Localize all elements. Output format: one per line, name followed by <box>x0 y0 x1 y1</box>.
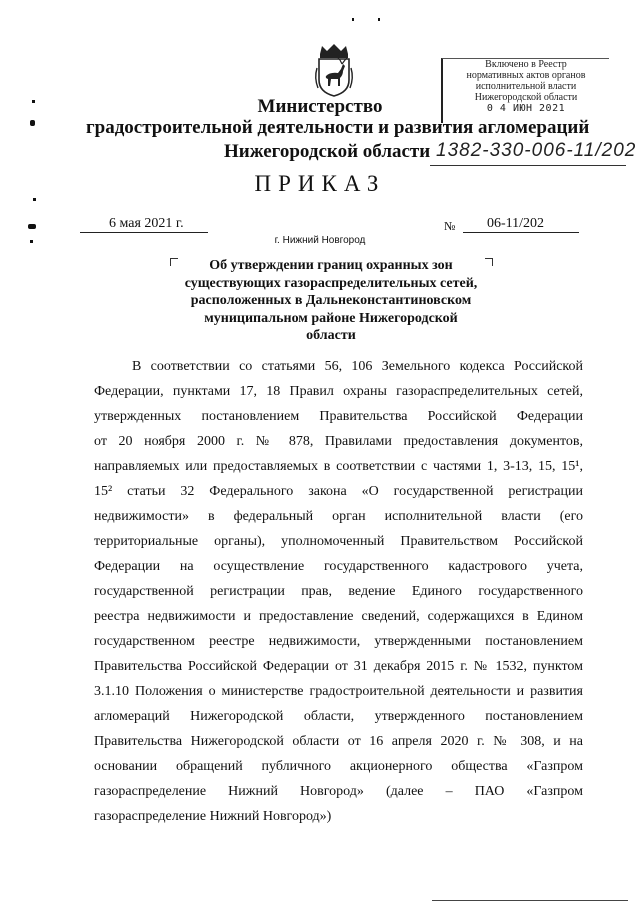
order-subject <box>170 257 492 345</box>
subject-line: расположенных в Дальнеконстантиновском <box>190 293 472 308</box>
body-line: Правительства Российской Федерации от 31 декабря 2015 г. № 1532, пунктом <box>94 659 583 674</box>
body-line: Федерации, пунктами 17, 18 Правил охраны газораспределительных сетей, <box>94 384 583 399</box>
city-name: г. Нижний Новгород <box>274 235 366 246</box>
subject-line: муниципальном районе Нижегородской <box>204 310 458 326</box>
order-date: 6 мая 2021 г. <box>109 216 184 231</box>
body-line: В соответствии со статьями 56, 106 Земельного кодекса Российской <box>132 359 583 374</box>
bottom-rule <box>432 900 628 901</box>
body-line: утвержденных постановлением Правительства Российской Федерации <box>94 409 583 424</box>
stamp-line: Нижегородской области <box>474 92 578 103</box>
body-line: основании обращений публичного акционерного общества «Газпром <box>94 759 583 774</box>
body-line: 3.1.10 Положения о министерстве градостроительной деятельности и развития <box>94 684 583 699</box>
coat-of-arms-icon <box>312 42 356 98</box>
body-line: газораспределение Нижний Новгород» (далее – ПАО «Газпром <box>94 784 583 799</box>
body-line: территориальные органы), уполномоченный Правительством Российской <box>94 534 583 549</box>
body-line: агломераций Нижегородской области, утвержденного постановлением <box>94 709 583 724</box>
body-line: направляемых или предоставляемых в соответствии с частями 1, 3-13, 15, 15¹, <box>94 459 583 474</box>
body-line: Правительства Нижегородской области от 16 апреля 2020 г. № 308, и на <box>94 734 583 749</box>
body-line: газораспределение Нижний Новгород») <box>94 809 332 824</box>
order-heading: ПРИКАЗ <box>254 171 386 196</box>
date-underline <box>80 232 208 233</box>
subject-line: Об утверждении границ охранных зон <box>209 258 453 273</box>
stamp-line: Включено в Реестр <box>485 59 567 70</box>
subject-line: области <box>306 328 356 343</box>
stamp-date: 0 4 ИЮН 2021 <box>486 103 566 114</box>
body-line: реестра недвижимости и предоставление сведений, содержащихся в Едином <box>94 609 583 624</box>
body-line: государственной регистрации прав, ведение Единого государственного <box>94 584 583 599</box>
registration-underline <box>430 165 626 166</box>
number-underline <box>463 232 579 233</box>
registration-number: 1382-330-006-11/202 <box>436 140 637 161</box>
body-line: Федерации на осуществление государственного кадастрового учета, <box>94 559 583 574</box>
ministry-title-line1: Министерство <box>257 96 383 117</box>
stamp-line: нормативных актов органов <box>466 70 586 81</box>
ministry-title-line2: градостроительной деятельности и развития агломераций <box>86 117 590 138</box>
number-sign: № <box>444 219 456 233</box>
stamp-line: исполнительной власти <box>475 81 577 92</box>
ministry-title-line3: Нижегородской области <box>224 141 431 162</box>
subject-line: существующих газораспределительных сетей, <box>184 275 478 291</box>
body-line: недвижимости» в федеральный орган исполнительной власти (его <box>94 509 583 524</box>
order-number: 06-11/202 <box>487 216 545 231</box>
body-line: 15² статьи 32 Федерального закона «О государственной регистрации <box>94 484 583 499</box>
body-line: от 20 ноября 2000 г. № 878, Правилами предоставления документов, <box>94 434 583 449</box>
body-line: государственном реестре недвижимости, утвержденными постановлением <box>94 634 583 649</box>
